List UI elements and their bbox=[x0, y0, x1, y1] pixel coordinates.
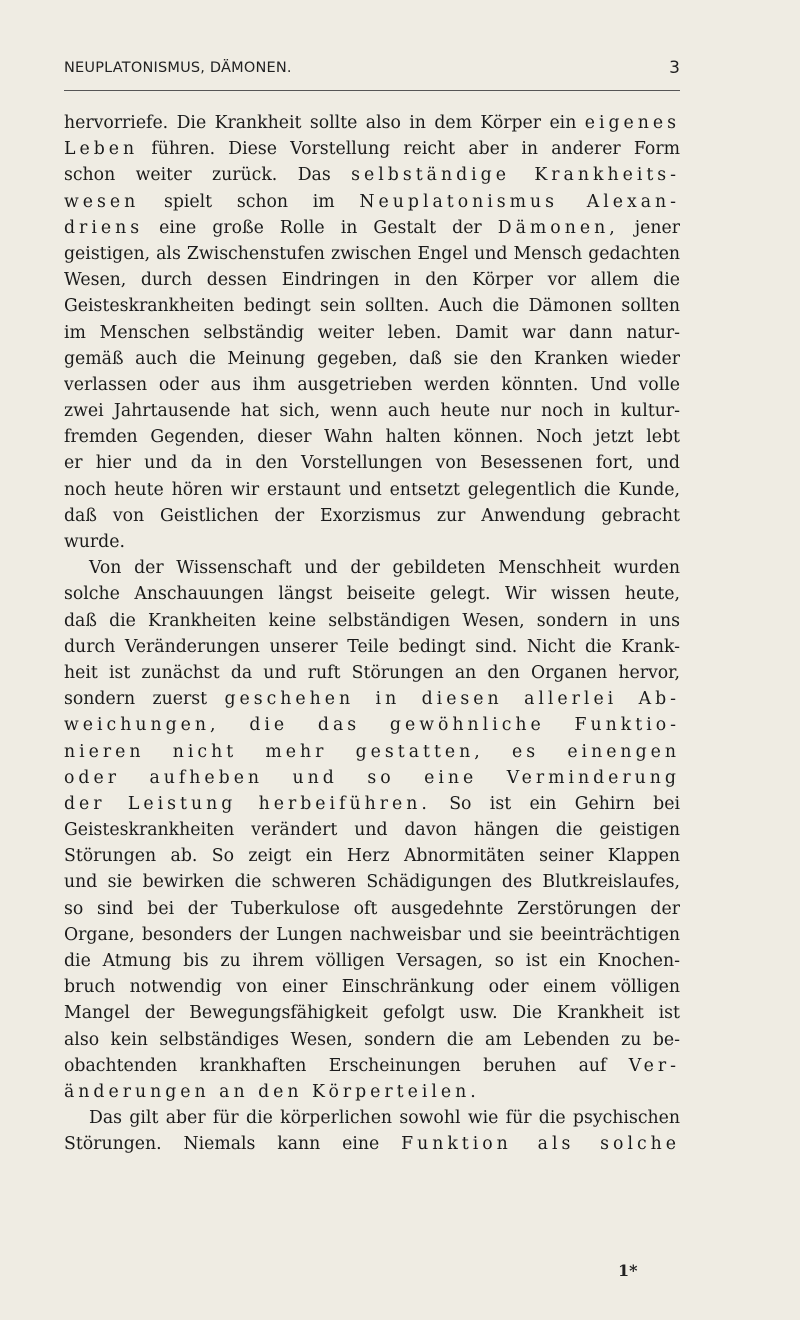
running-head: NEUPLATONISMUS, DÄMONEN. bbox=[64, 60, 292, 76]
text-line: Störungen ab. So zeigt ein Herz Abnormitäten seiner Klappen bbox=[64, 846, 680, 867]
text-line: verlassen oder aus ihm ausgetrieben werden könnten. Und volle bbox=[64, 374, 680, 395]
text-line: daß die Krankheiten keine selbständigen Wesen, sondern in uns bbox=[64, 610, 680, 631]
text-line: Wesen, durch dessen Eindringen in den Körper vor allem die bbox=[64, 270, 680, 291]
text-line: Mangel der Bewegungsfähigkeit gefolgt usw. Die Krankheit ist bbox=[64, 1003, 680, 1024]
text-line: sondern zuerst geschehen in diesen allerlei Ab- bbox=[64, 689, 680, 710]
body-text bbox=[64, 110, 680, 1158]
text-line: Geisteskrankheiten bedingt sein sollten. Auch die Dämonen sollten bbox=[64, 296, 680, 317]
page-number: 3 bbox=[669, 58, 680, 78]
text-line: driens eine große Rolle in Gestalt der Dämonen, jener bbox=[64, 217, 680, 238]
text-line: wesen spielt schon im Neuplatonismus Alexan- bbox=[64, 191, 680, 212]
text-line: gemäß auch die Meinung gegeben, daß sie den Kranken wieder bbox=[64, 348, 680, 369]
text-line: oder aufheben und so eine Verminderung bbox=[64, 767, 680, 788]
text-line: bruch notwendig von einer Einschränkung oder einem völligen bbox=[64, 977, 680, 998]
text-line: fremden Gegenden, dieser Wahn halten können. Noch jetzt lebt bbox=[64, 427, 680, 448]
text-line: der Leistung herbeiführen. So ist ein Gehirn bei bbox=[64, 793, 680, 814]
text-line: Von der Wissenschaft und der gebildeten Menschheit wurden bbox=[89, 558, 680, 579]
text-line: er hier und da in den Vorstellungen von Besessenen fort, und bbox=[64, 453, 680, 474]
text-line: schon weiter zurück. Das selbständige Krankheits- bbox=[64, 165, 680, 186]
text-line: weichungen, die das gewöhnliche Funktio- bbox=[64, 715, 680, 736]
text-line: nieren nicht mehr gestatten, es einengen bbox=[64, 741, 680, 762]
text-line: Geisteskrankheiten verändert und davon hängen die geistigen bbox=[64, 820, 680, 841]
text-line: Organe, besonders der Lungen nachweisbar und sie beeinträchtigen bbox=[64, 924, 680, 945]
text-line: änderungen an den Körperteilen. bbox=[64, 1081, 480, 1102]
text-line: obachtenden krankhaften Erscheinungen beruhen auf Ver- bbox=[64, 1055, 680, 1076]
page-header bbox=[64, 60, 680, 84]
text-line: zwei Jahrtausende hat sich, wenn auch heute nur noch in kultur- bbox=[64, 401, 680, 422]
text-line: solche Anschauungen längst beiseite gelegt. Wir wissen heute, bbox=[64, 584, 680, 605]
text-line: Leben führen. Diese Vorstellung reicht aber in anderer Form bbox=[64, 139, 680, 160]
text-line: die Atmung bis zu ihrem völligen Versagen, so ist ein Knochen- bbox=[64, 951, 680, 971]
text-line: Störungen. Niemals kann eine Funktion als solche bbox=[64, 1134, 680, 1155]
text-line: hervorriefe. Die Krankheit sollte also in dem Körper ein eigenes bbox=[64, 113, 680, 133]
text-line: wurde. bbox=[64, 532, 125, 552]
header-rule bbox=[64, 90, 680, 91]
text-line: und sie bewirken die schweren Schädigungen des Blutkreislaufes, bbox=[64, 872, 680, 893]
text-line: daß von Geistlichen der Exorzismus zur Anwendung gebracht bbox=[64, 505, 680, 526]
text-line: heit ist zunächst da und ruft Störungen an den Organen hervor, bbox=[64, 662, 680, 683]
signature-mark: 1* bbox=[618, 1261, 638, 1280]
text-line: im Menschen selbständig weiter leben. Damit war dann natur- bbox=[64, 322, 680, 343]
text-line: noch heute hören wir erstaunt und entsetzt gelegentlich die Kunde, bbox=[64, 479, 680, 500]
text-line: geistigen, als Zwischenstufen zwischen Engel und Mensch gedachten bbox=[64, 243, 680, 264]
text-line: Das gilt aber für die körperlichen sowohl wie für die psychischen bbox=[89, 1108, 680, 1129]
text-line: also kein selbständiges Wesen, sondern die am Lebenden zu be- bbox=[64, 1029, 680, 1050]
text-line: so sind bei der Tuberkulose oft ausgedehnte Zerstörungen der bbox=[64, 898, 680, 919]
text-line: durch Veränderungen unserer Teile bedingt sind. Nicht die Krank- bbox=[64, 636, 680, 657]
